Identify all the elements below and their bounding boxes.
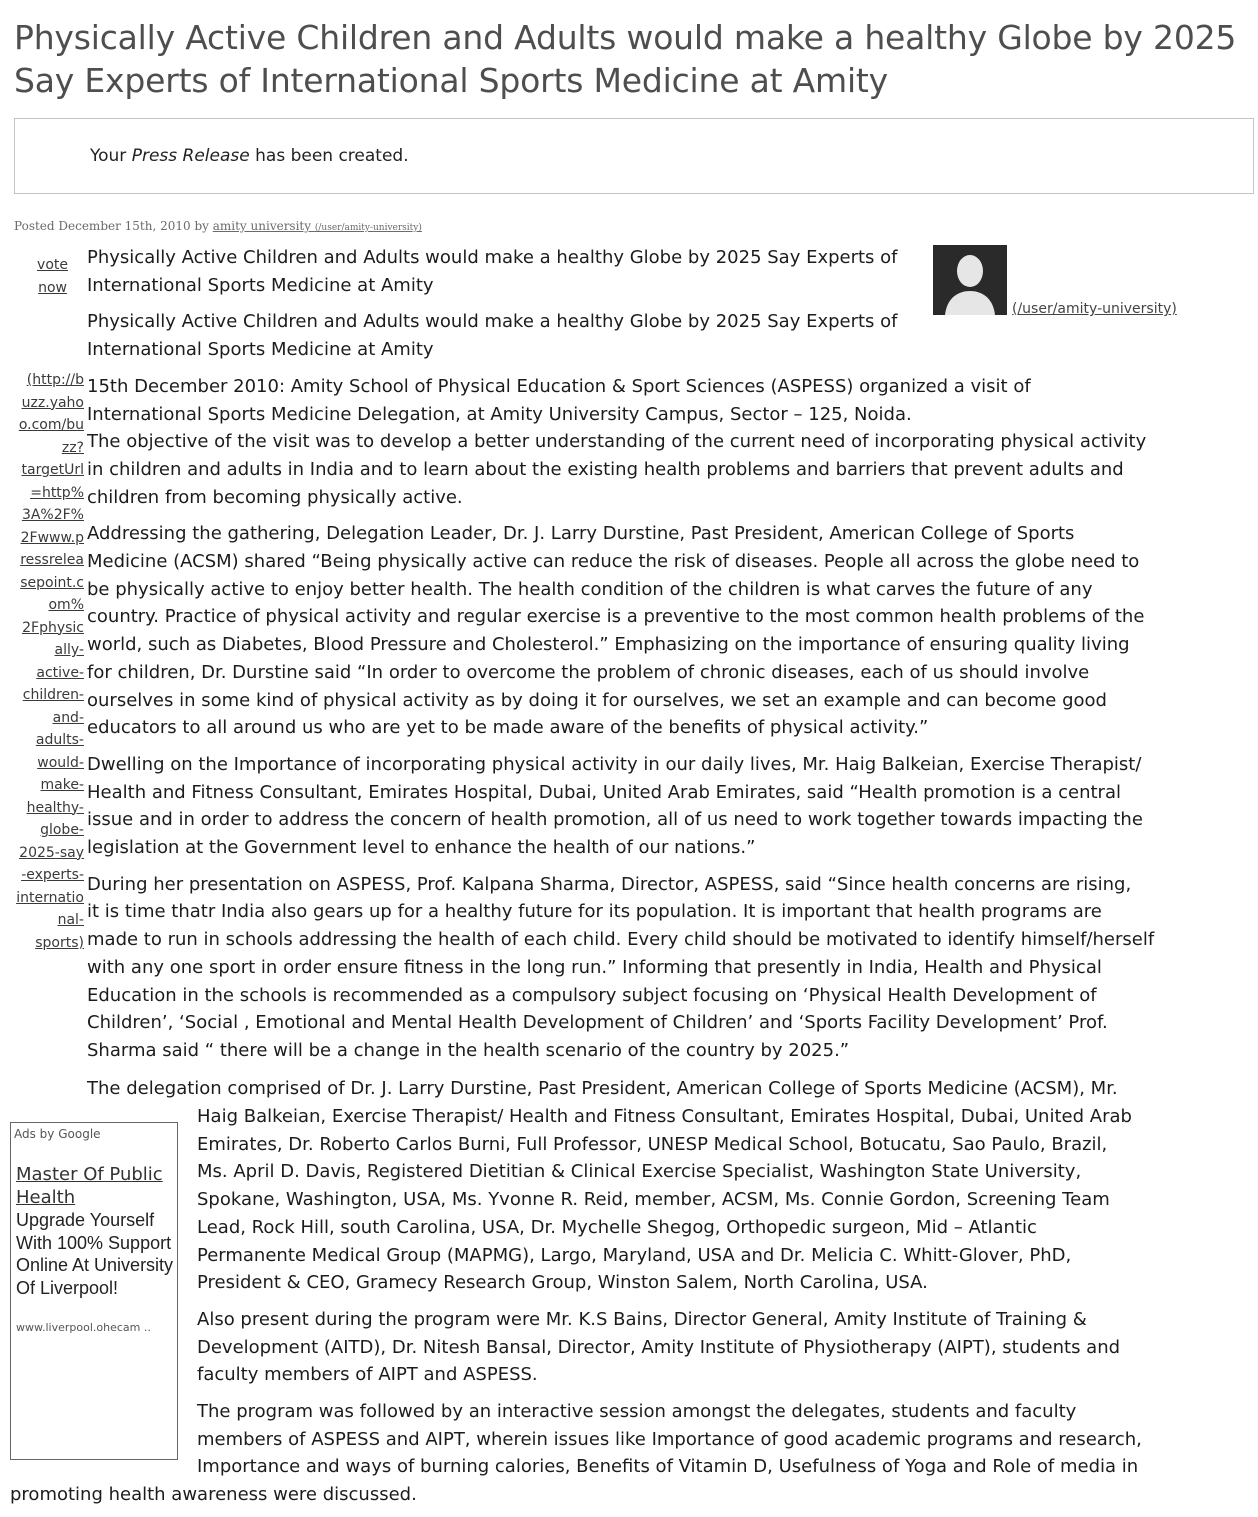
- vote-url-line: and-: [52, 709, 84, 726]
- author-link[interactable]: [213, 219, 422, 233]
- text-line: country. Practice of physical activity and regular exercise is a preventive to the most common health problems of the: [87, 606, 1145, 628]
- text-line: Importance and ways of burning calories, Benefits of Vitamin D, Usefulness of Yoga and Role of media in: [197, 1456, 1139, 1478]
- vote-url-line: 2Fphysic: [22, 619, 84, 636]
- vote-url-line: globe-: [40, 822, 84, 838]
- headline-line-1: Physically Active Children and Adults would make a healthy Globe by 2025: [14, 18, 1237, 57]
- author-path: (/user/amity-university): [314, 223, 422, 233]
- vote-url-line: om%: [48, 597, 84, 613]
- text-line: Education in the schools is recommended as a compulsory subject focusing on ‘Physical Health Development of: [87, 984, 1097, 1006]
- text-line: The program was followed by an interactive session amongst the delegates, students and faculty: [197, 1401, 1077, 1423]
- vote-url-line: uzz.yaho: [21, 394, 84, 411]
- text-line: members of ASPESS and AIPT, wherein issues like Importance of good academic programs and research,: [197, 1428, 1142, 1450]
- text-line: International Sports Medicine Delegation, at Amity University Campus, Sector – 125, Noida.: [87, 403, 912, 425]
- vote-url-line: internatio: [16, 889, 84, 906]
- vote-url-line: 2025-say: [19, 844, 84, 861]
- google-ad-box: [10, 1122, 178, 1460]
- text-line: Haig Balkeian, Exercise Therapist/ Health and Fitness Consultant, Emirates Hospital, Dubai, United Arab: [197, 1106, 1132, 1127]
- headline: [14, 16, 1254, 102]
- status-message-box: [14, 118, 1254, 194]
- vote-url-line: sports): [35, 934, 84, 951]
- text-line: ourselves in some kind of physical activity as by doing it for ourselves, we set an example and can become good: [87, 689, 1107, 711]
- text-line: Spokane, Washington, USA, Ms. Yvonne R. Reid, member, ACSM, Ms. Connie Gordon, Screening Team: [197, 1189, 1110, 1211]
- status-message-emphasis: Press Release: [131, 146, 250, 166]
- vote-url: [14, 369, 84, 954]
- vote-url-line: targetUrl: [21, 462, 84, 478]
- text-line: Also present during the program were Mr. K.S Bains, Director General, Amity Institute of Training &: [197, 1308, 1087, 1330]
- text-line: The objective of the visit was to develop a better understanding of the current need of incorporating physical activity: [87, 431, 1147, 453]
- text-line: Lead, Rock Hill, south Carolina, USA, Dr. Mychelle Shegog, Orthopedic surgeon, Mid – Atlantic: [197, 1216, 1037, 1238]
- text-line: in children and adults in India and to learn about the existing health problems and barriers that prevent adults and: [87, 458, 1124, 480]
- article-body: [87, 244, 1247, 1074]
- vote-url-line: (http://b: [26, 372, 84, 388]
- ad-description: Upgrade Yourself With 100% Support Online At University Of Liverpool!: [16, 1210, 174, 1298]
- ads-label: Ads by Google: [14, 1127, 101, 1141]
- vote-url-line: children-: [22, 687, 84, 703]
- vote-url-line: active-: [36, 664, 84, 681]
- vote-url-line: nal-: [57, 912, 84, 928]
- paragraph-1: [87, 373, 1197, 512]
- vote-url-line: =http%: [30, 484, 84, 501]
- author-name: amity university: [212, 219, 312, 233]
- vote-url-line: healthy-: [26, 799, 84, 816]
- vote-url-line: would-: [37, 754, 84, 771]
- title-repeat-1: [87, 244, 937, 299]
- paragraph-5-first-line: The delegation comprised of Dr. J. Larry Durstine, Past President, American College of Sports Medicine (ACSM), Mr.: [87, 1078, 1118, 1099]
- text-line: children from becoming physically active.: [87, 486, 463, 508]
- text-line: it is time thatr India also gears up for a healthy future for its population. It is important that health programs are: [87, 901, 1102, 923]
- text-line: issue and in order to address the concern of health promotion, all of us need to work together towards impacting the: [87, 809, 1143, 831]
- ad-headline-link[interactable]: Master Of Public Health: [16, 1164, 163, 1208]
- text-line: Development (AITD), Dr. Nitesh Bansal, Director, Amity Institute of Physiotherapy (AIPT), students and: [197, 1336, 1121, 1358]
- text-line: Dwelling on the Importance of incorporating physical activity in our daily lives, Mr. Haig Balkeian, Exercise Therapist/: [87, 753, 1142, 775]
- text-line: for children, Dr. Durstine said “In order to overcome the problem of chronic diseases, each of us should involve: [87, 661, 1090, 683]
- posted-date: Posted December 15th, 2010 by: [14, 219, 213, 233]
- vote-url-line: o.com/bu: [18, 417, 84, 433]
- paragraph-5: [197, 1103, 1247, 1297]
- status-message-post: has been created.: [249, 146, 409, 166]
- text-line: Physically Active Children and Adults would make a healthy Globe by 2025 Say Experts of: [87, 247, 898, 268]
- text-line: 15th December 2010: Amity School of Physical Education & Sport Sciences (ASPESS) organized a visit of: [87, 375, 1031, 397]
- headline-line-2: Say Experts of International Sports Medicine at Amity: [14, 61, 889, 100]
- paragraph-7: [197, 1398, 1247, 1481]
- paragraph-4: [87, 871, 1197, 1065]
- paragraph-6: [197, 1306, 1247, 1389]
- vote-now-link[interactable]: [14, 254, 84, 954]
- text-line: President & CEO, Gramecy Research Group, Winston Salem, North Carolina, USA.: [197, 1272, 928, 1294]
- paragraph-7-last-line: promoting health awareness were discussed.: [10, 1484, 417, 1505]
- text-line: faculty members of AIPT and ASPESS.: [197, 1364, 538, 1386]
- text-line: made to run in schools addressing the health of each child. Every child should be motivated to identify himself/herself: [87, 929, 1155, 951]
- text-line: Physically Active Children and Adults would make a healthy Globe by 2025 Say Experts of: [87, 311, 898, 333]
- text-line: During her presentation on ASPESS, Prof. Kalpana Sharma, Director, ASPESS, said “Since health concerns are rising,: [87, 873, 1132, 895]
- now-label: now: [38, 279, 67, 296]
- text-line: International Sports Medicine at Amity: [87, 339, 434, 361]
- text-line: be physically active to enjoy better health. The health condition of the children is what carves the future of any: [87, 578, 1093, 600]
- avatar-profile-link[interactable]: (/user/amity-university): [1012, 301, 1177, 317]
- vote-url-line: ressrelea: [20, 552, 84, 568]
- vote-label: vote: [37, 257, 68, 273]
- text-line: with any one sport in order ensure fitness in the long run.” Informing that presently in India, Health and Physical: [87, 956, 1102, 978]
- text-line: International Sports Medicine at Amity: [87, 274, 434, 296]
- text-line: educators to all around us who are yet to be made aware of the benefits of physical activity.”: [87, 717, 929, 739]
- vote-url-line: adults-: [35, 732, 84, 748]
- vote-url-line: sepoint.c: [20, 574, 84, 591]
- status-message: [90, 146, 409, 166]
- vote-url-line: 2Fwww.p: [20, 529, 84, 546]
- status-message-pre: Your: [90, 146, 132, 166]
- posted-byline: [14, 219, 422, 233]
- text-line: legislation at the Government level to enhance the health of our nations.”: [87, 837, 756, 859]
- vote-url-line: zz?: [61, 439, 84, 456]
- text-line: Addressing the gathering, Delegation Leader, Dr. J. Larry Durstine, Past President, American College of Sports: [87, 523, 1075, 545]
- vote-url-line: -experts-: [21, 867, 84, 883]
- paragraph-3: [87, 751, 1197, 862]
- vote-url-line: ally-: [54, 642, 84, 658]
- text-line: Permanente Medical Group (MAPMG), Largo, Maryland, USA and Dr. Melicia C. Whitt-Glover, PhD,: [197, 1244, 1072, 1266]
- text-line: Sharma said “ there will be a change in the health scenario of the country by 2025.”: [87, 1039, 850, 1061]
- text-line: Emirates, Dr. Roberto Carlos Burni, Full Professor, UNESP Medical School, Botucatu, Sao Paulo, Brazil,: [197, 1133, 1108, 1155]
- text-line: world, such as Diabetes, Blood Pressure and Cholesterol.” Emphasizing on the importance of ensuring quality living: [87, 634, 1130, 656]
- title-repeat-2: [87, 308, 937, 363]
- text-line: Medicine (ACSM) shared “Being physically active can reduce the risk of diseases. People all across the globe need to: [87, 551, 1140, 573]
- text-line: Children’, ‘Social , Emotional and Mental Health Development of Children’ and ‘Sports Facility Development’ Prof.: [87, 1012, 1108, 1034]
- ad-url[interactable]: www.liverpool.ohecam ..: [16, 1321, 151, 1334]
- text-line: Health and Fitness Consultant, Emirates Hospital, Dubai, United Arab Emirates, said “Health promotion is a central: [87, 781, 1121, 803]
- paragraph-2: [87, 520, 1197, 742]
- text-line: Ms. April D. Davis, Registered Dietitian & Clinical Exercise Specialist, Washington State University,: [197, 1161, 1082, 1183]
- article-body-lower: [197, 1103, 1247, 1490]
- vote-url-line: make-: [40, 777, 84, 793]
- vote-url-line: 3A%2F%: [21, 507, 84, 523]
